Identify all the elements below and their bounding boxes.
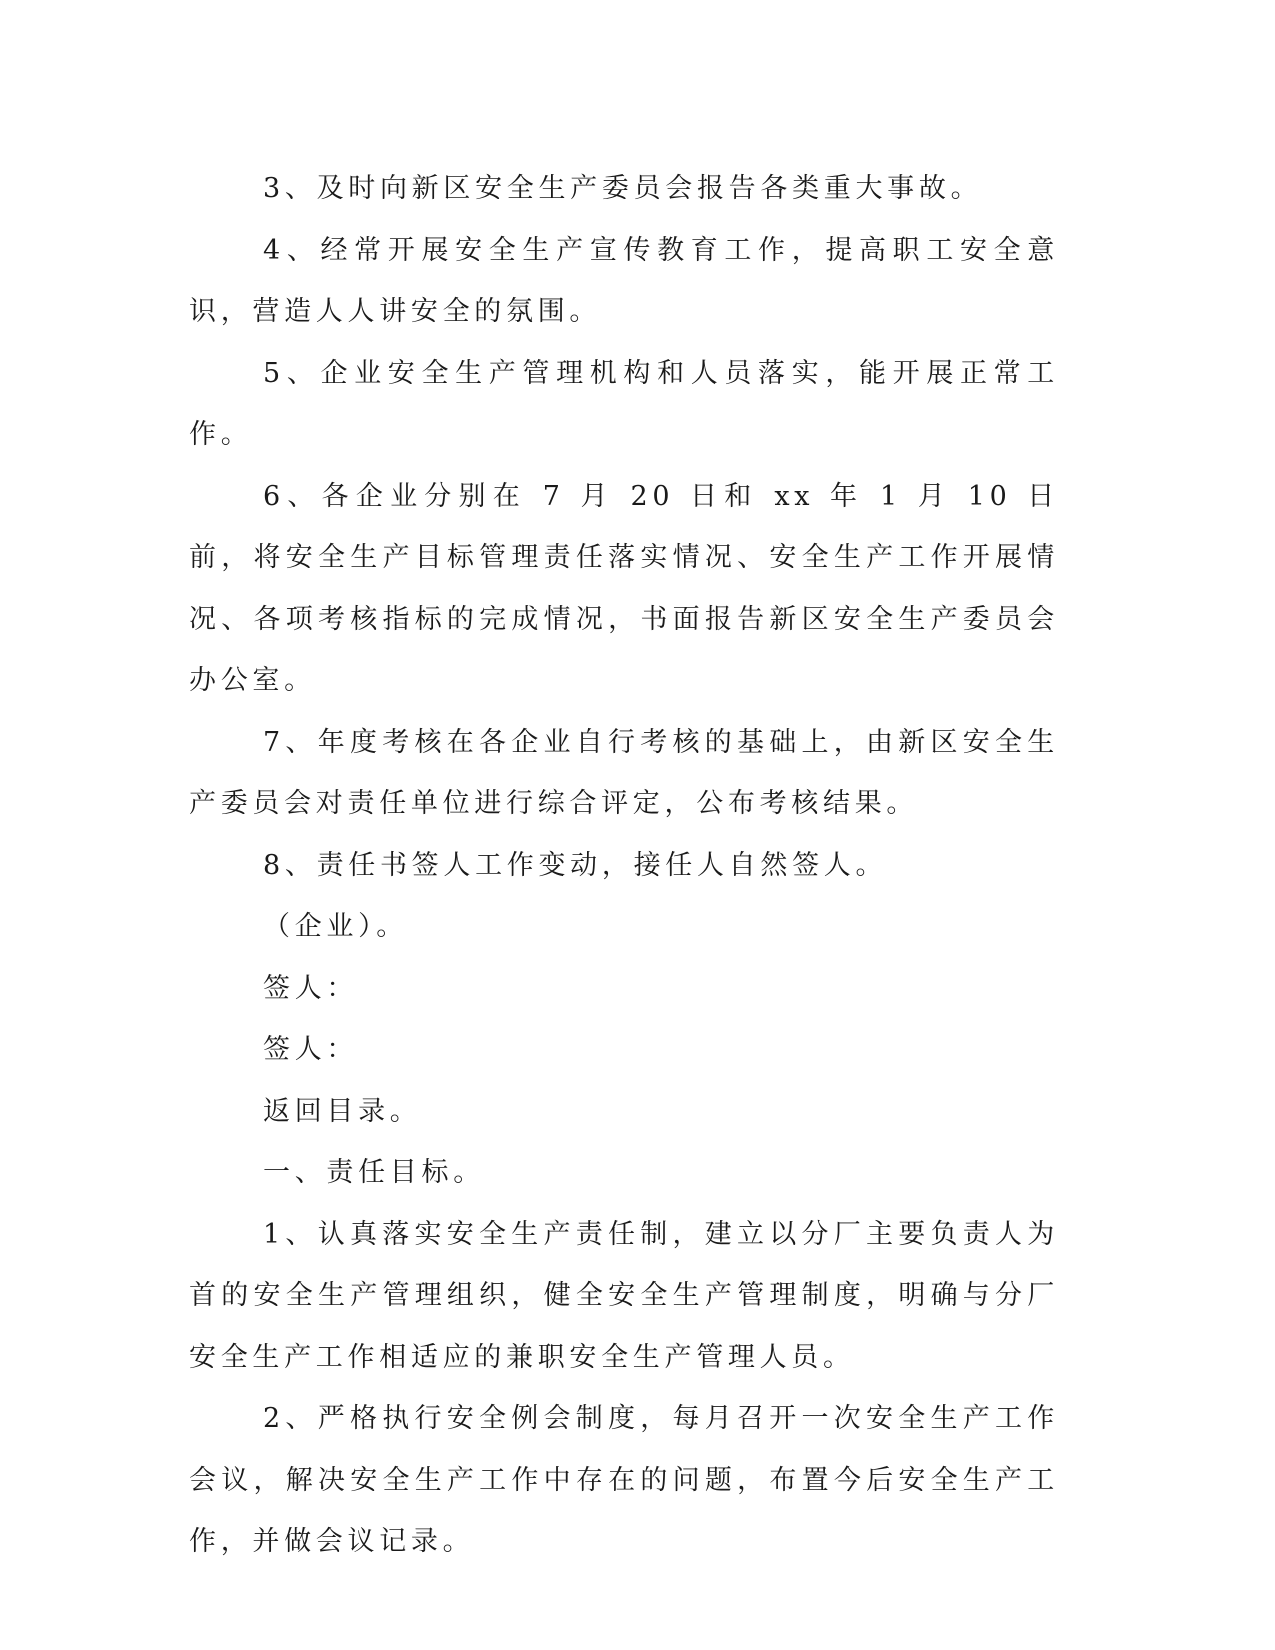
signature-line: 签人： [263, 972, 359, 1004]
document-body [189, 158, 1059, 1573]
paragraph-item-6: 6、各企业分别在 7 月 20 日和 xx 年 1 月 10 日前，将安全生产目标管理责任落实情况、安全生产工作开展情况、各项考核指标的完成情况，书面报告新区安全生产委员会办公室。 [189, 480, 1059, 696]
paragraph-item-4: 4、经常开展安全生产宣传教育工作，提高职工安全意识，营造人人讲安全的氛围。 [189, 234, 1059, 327]
paragraph-item-1: 1、认真落实安全生产责任制，建立以分厂主要负责人为首的安全生产管理组织，健全安全生产管理制度，明确与分厂安全生产工作相适应的兼职安全生产管理人员。 [189, 1218, 1059, 1373]
paragraph-item-8: 8、责任书签人工作变动，接任人自然签人。 [263, 849, 888, 881]
enterprise-label: （企业）。 [263, 911, 408, 942]
section-heading: 一、责任目标。 [263, 1157, 485, 1188]
paragraph-item-5: 5、企业安全生产管理机构和人员落实，能开展正常工作。 [189, 357, 1059, 450]
paragraph-item-7: 7、年度考核在各企业自行考核的基础上，由新区安全生产委员会对责任单位进行综合评定，公布考核结果。 [189, 726, 1059, 819]
paragraph-item-2: 2、严格执行安全例会制度，每月召开一次安全生产工作会议，解决安全生产工作中存在的问题，布置今后安全生产工作，并做会议记录。 [189, 1403, 1059, 1557]
back-to-contents-text: 返回目录。 [263, 1095, 422, 1127]
signature-line: 签人： [263, 1034, 359, 1065]
paragraph-item-3: 3、及时向新区安全生产委员会报告各类重大事故。 [263, 173, 983, 204]
